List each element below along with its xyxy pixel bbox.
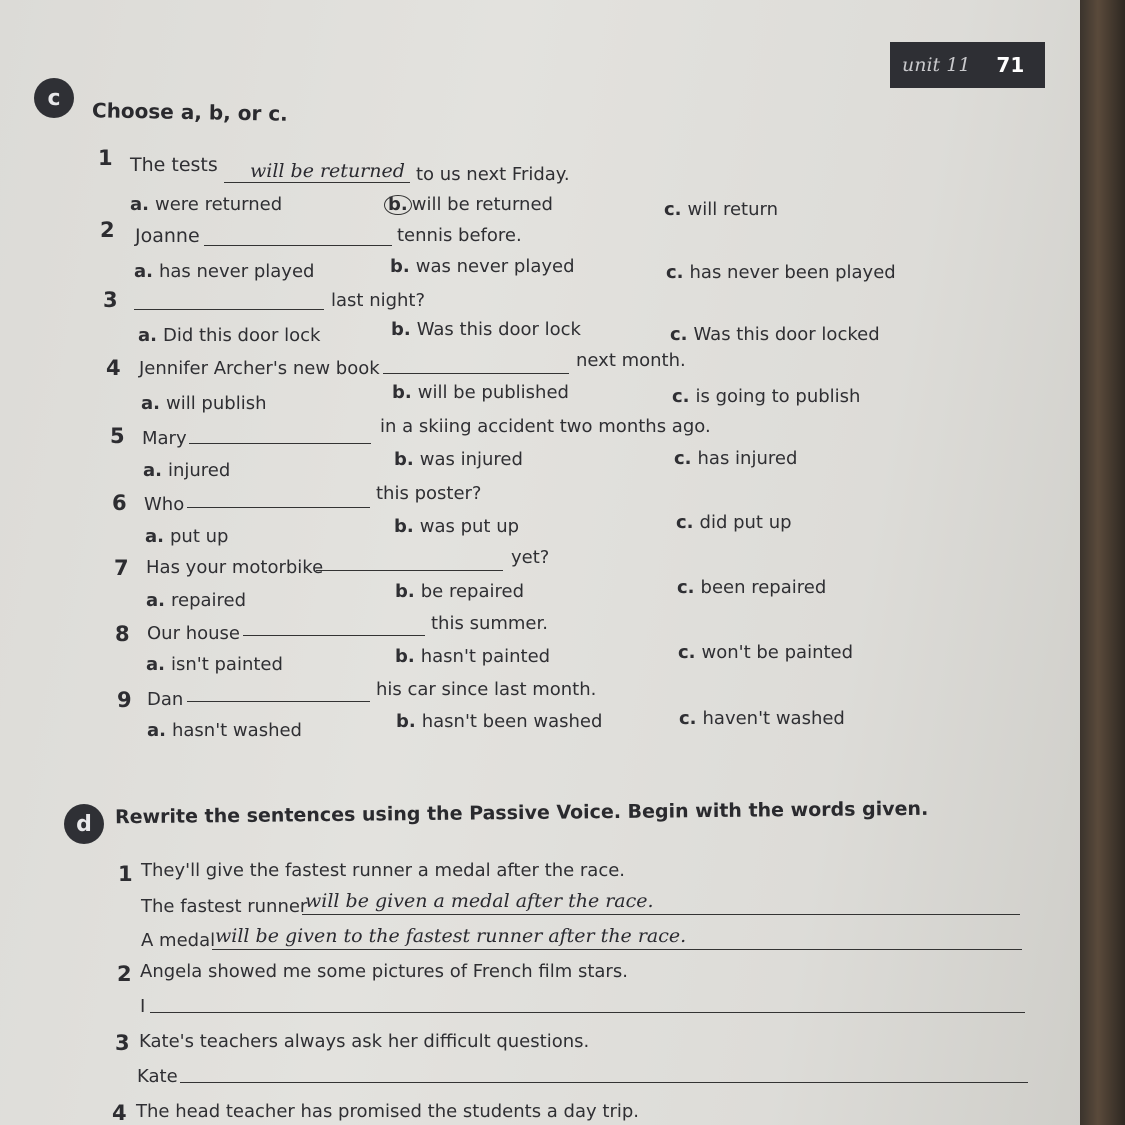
unit-label: unit 11 [902,54,971,76]
question-7-option-a: a. repaired [146,590,247,611]
section-d-badge: d [64,804,104,844]
question-2-stem-end: tennis before. [397,225,522,246]
question-1-written-answer: will be returned [250,160,405,182]
question-5-blank [189,443,371,444]
question-6-option-c: c. did put up [676,512,792,533]
section-d-instruction: Rewrite the sentences using the Passive Voice. Begin with the words given. [114,797,929,829]
rewrite-1-line-2-answer: will be given to the fastest runner after the race. [215,925,687,947]
rewrite-1-line-2-start: A medal [141,930,216,951]
question-1-stem-start: The tests [130,154,218,176]
rewrite-2-number: 2 [117,962,132,986]
question-9-option-c: c. haven't washed [679,708,845,729]
question-8-blank [243,635,425,636]
question-7-option-c: c. been repaired [677,577,827,598]
question-3-option-b: b. Was this door lock [391,319,581,340]
question-2-option-c: c. has never been played [666,262,896,283]
question-7-stem-start: Has your motorbike [146,557,324,578]
unit-header [890,42,1045,88]
question-1-blank [224,182,410,183]
rewrite-1-number: 1 [118,862,133,886]
rewrite-3-sentence: Kate's teachers always ask her difficult questions. [139,1031,590,1052]
question-5-number: 5 [110,424,125,448]
question-6-option-b: b. was put up [394,516,520,537]
question-5-stem-start: Mary [142,428,187,449]
rewrite-1-line-2 [212,949,1022,950]
question-5-option-c: c. has injured [674,448,798,469]
question-3-blank [134,309,324,310]
question-2-number: 2 [100,218,115,242]
question-4-option-a: a. will publish [141,393,267,414]
question-4-stem-end: next month. [576,350,686,371]
question-9-number: 9 [117,688,132,712]
question-1-option-c: c. will return [664,199,778,220]
question-4-option-c: c. is going to publish [672,386,861,407]
section-c-badge: c [34,78,74,118]
question-9-stem-end: his car since last month. [376,679,597,700]
question-2-stem-start: Joanne [135,225,200,247]
question-2-option-a: a. has never played [134,261,315,282]
rewrite-2-line-1-start: I [140,996,146,1017]
question-4-number: 4 [106,356,121,380]
question-1-number: 1 [98,146,113,170]
question-9-blank [187,701,370,702]
question-4-blank [383,373,569,374]
rewrite-3-number: 3 [115,1031,130,1055]
answer-circle: b. [384,195,412,215]
question-9-option-b: b. hasn't been washed [396,711,603,732]
question-1-option-a: a. were returned [130,194,283,215]
question-5-stem-end: in a skiing accident two months ago. [380,416,711,437]
question-7-number: 7 [114,556,129,580]
question-7-option-b: b. be repaired [395,581,524,602]
question-6-stem-start: Who [144,494,185,515]
question-5-option-b: b. was injured [394,449,523,470]
rewrite-1-line-1-start: The fastest runner [141,896,308,917]
question-8-option-c: c. won't be painted [678,642,854,663]
question-6-blank [187,507,370,508]
table-surface [1080,0,1125,1125]
rewrite-4-number: 4 [112,1101,127,1125]
question-7-blank [316,570,503,571]
question-1-option-b: b. will be returned [384,194,553,215]
question-8-option-a: a. isn't painted [146,654,283,675]
question-9-option-a: a. hasn't washed [147,720,302,741]
page-number: 71 [996,53,1025,77]
question-3-number: 3 [103,288,118,312]
question-8-option-b: b. hasn't painted [395,646,551,667]
question-4-option-b: b. will be published [392,382,569,403]
question-7-stem-end: yet? [511,547,550,568]
rewrite-3-line-1-start: Kate [137,1066,178,1087]
rewrite-1-line-1 [302,914,1020,915]
question-9-stem-start: Dan [147,689,184,710]
rewrite-2-sentence: Angela showed me some pictures of French film stars. [140,961,628,982]
rewrite-2-line-1 [150,1012,1025,1013]
question-6-stem-end: this poster? [376,483,482,504]
question-4-stem-start: Jennifer Archer's new book [139,358,380,379]
question-8-stem-end: this summer. [431,613,548,634]
question-6-option-a: a. put up [145,526,229,547]
question-6-number: 6 [112,491,127,515]
question-3-option-a: a. Did this door lock [138,325,321,346]
rewrite-1-line-1-answer: will be given a medal after the race. [305,890,654,912]
question-5-option-a: a. injured [143,460,231,481]
question-3-option-c: c. Was this door locked [670,324,880,345]
question-3-stem-end: last night? [331,290,426,311]
rewrite-4-sentence: The head teacher has promised the students a day trip. [136,1101,639,1122]
question-2-blank [204,245,392,246]
section-c-instruction: Choose a, b, or c. [91,98,288,126]
rewrite-3-line-1 [180,1082,1028,1083]
rewrite-1-sentence: They'll give the fastest runner a medal after the race. [141,860,626,881]
question-2-option-b: b. was never played [390,256,575,277]
question-1-stem-end: to us next Friday. [416,164,570,185]
question-8-stem-start: Our house [147,623,240,644]
question-8-number: 8 [115,622,130,646]
